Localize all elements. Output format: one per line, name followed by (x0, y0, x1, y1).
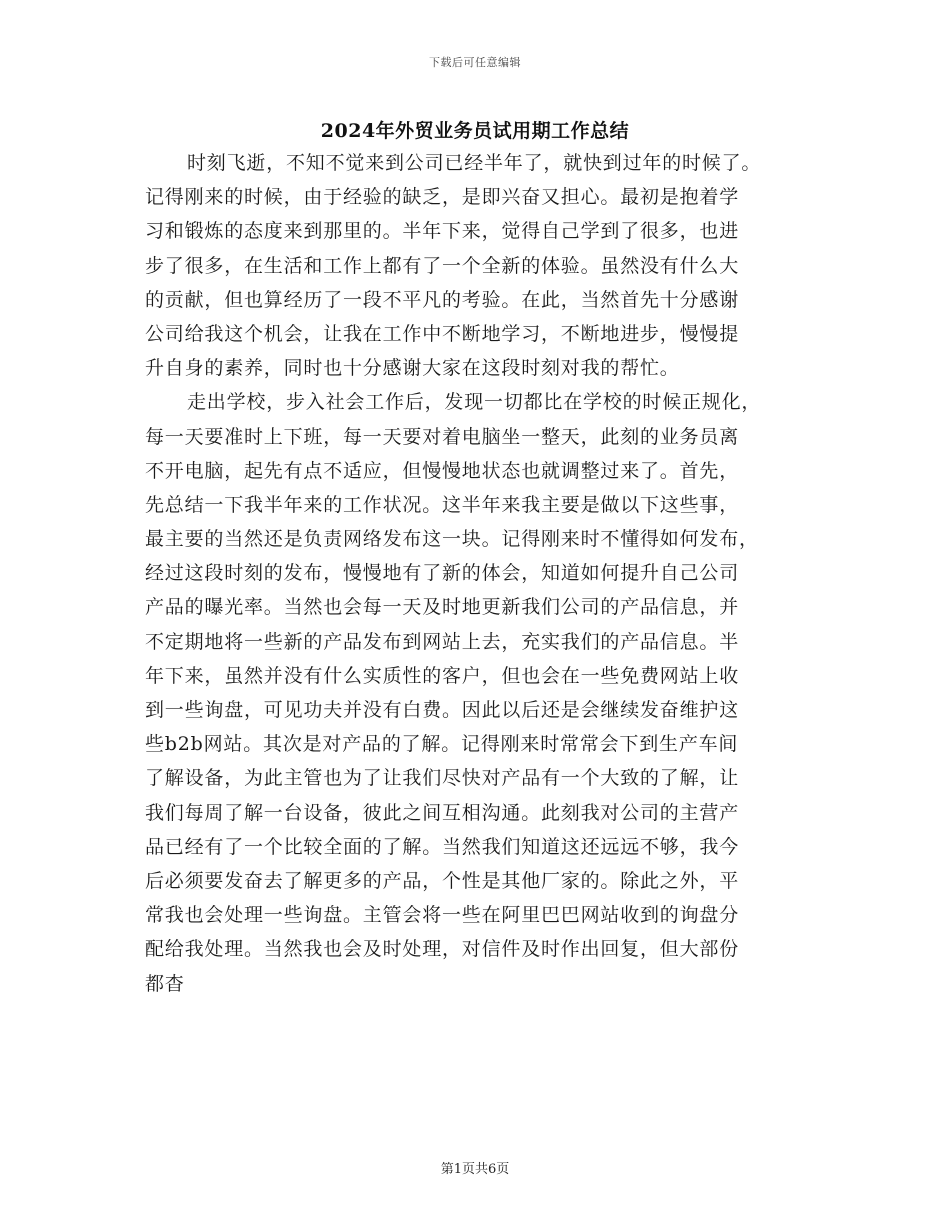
body-line: 步了很多，在生活和工作上都有了一个全新的体验。虽然没有什么大 (145, 254, 740, 277)
body-line: 品已经有了一个比较全面的了解。当然我们知道这还远远不够，我今 (145, 835, 740, 858)
body-line: 了解设备，为此主管也为了让我们尽快对产品有一个大致的了解，让 (145, 767, 740, 790)
page-number: 第1页共6页 (440, 1162, 510, 1177)
body-line: 不定期地将一些新的产品发布到网站上去，充实我们的产品信息。半 (145, 630, 740, 653)
body-line: 经过这段时刻的发布，慢慢地有了新的体会，知道如何提升自己公司 (145, 562, 740, 585)
document-body (145, 146, 810, 1001)
body-line: 公司给我这个机会，让我在工作中不断地学习，不断地进步，慢慢提 (145, 322, 740, 345)
body-line: 后必须要发奋去了解更多的产品，个性是其他厂家的。除此之外，平 (145, 869, 740, 892)
body-line: 配给我处理。当然我也会及时处理，对信件及时作出回复，但大部份 (145, 938, 740, 961)
body-line: 走出学校，步入社会工作后，发现一切都比在学校的时候正规化， (187, 391, 762, 414)
body-line: 每一天要准时上下班，每一天要对着电脑坐一整天，此刻的业务员离 (145, 425, 740, 448)
body-line: 不开电脑，起先有点不适应，但慢慢地状态也就调整过来了。首先， (145, 459, 740, 482)
document-title: 2024年外贸业务员试用期工作总结 (320, 120, 630, 142)
body-line: 习和锻炼的态度来到那里的。半年下来，觉得自己学到了很多，也进 (145, 220, 740, 243)
body-line: 我们每周了解一台设备，彼此之间互相沟通。此刻我对公司的主营产 (145, 801, 740, 824)
body-line: 时刻飞逝，不知不觉来到公司已经半年了，就快到过年的时候了。 (187, 152, 762, 174)
body-line: 都杳 (145, 972, 185, 995)
body-line: 些b2b网站。其次是对产品的了解。记得刚来时常常会下到生产车间 (145, 733, 739, 756)
body-line: 到一些询盘，可见功夫并没有白费。因此以后还是会继续发奋维护这 (145, 699, 740, 721)
body-line: 记得刚来的时候，由于经验的缺乏，是即兴奋又担心。最初是抱着学 (145, 186, 740, 209)
body-line: 的贡献，但也算经历了一段不平凡的考验。在此，当然首先十分感谢 (145, 288, 740, 311)
body-line: 先总结一下我半年来的工作状况。这半年来我主要是做以下这些事， (145, 493, 740, 516)
body-line: 年下来，虽然并没有什么实质性的客户，但也会在一些免费网站上收 (145, 664, 740, 687)
body-line: 升自身的素养，同时也十分感谢大家在这段时刻对我的帮忙。 (145, 357, 680, 380)
body-line: 最主要的当然还是负责网络发布这一块。记得刚来时不懂得如何发布， (145, 528, 759, 551)
page-header-note: 下载后可任意编辑 (429, 56, 521, 69)
body-line: 常我也会处理一些询盘。主管会将一些在阿里巴巴网站收到的询盘分 (145, 904, 740, 927)
body-line: 产品的曝光率。当然也会每一天及时地更新我们公司的产品信息，并 (145, 596, 740, 619)
